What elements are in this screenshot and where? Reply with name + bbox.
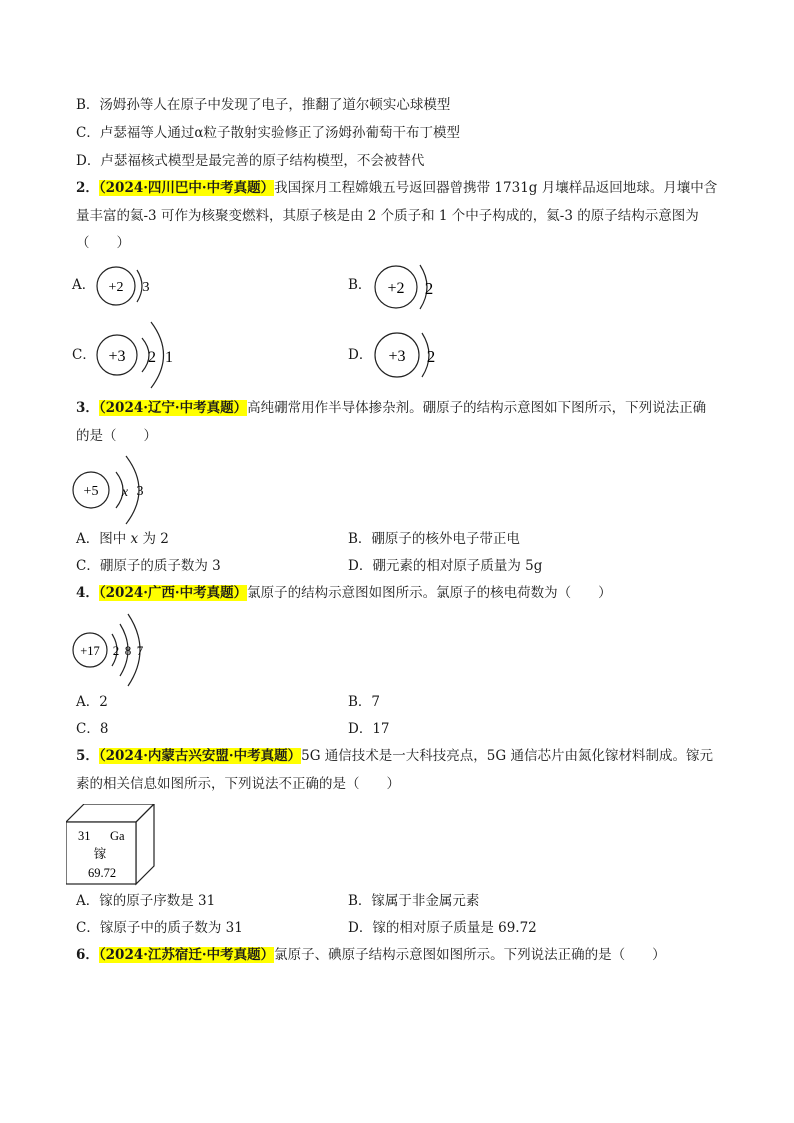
q5-option-d: D．镓的相对原子质量是 69.72 [348, 920, 537, 936]
q5-option-a: A．镓的原子序数是 31 [76, 893, 216, 909]
q2-option-c-diagram [96, 320, 196, 394]
q3-option-a-pre: A．图中 [76, 531, 131, 547]
q3-source: （2024·辽宁·中考真题） [98, 400, 248, 416]
q4-stem-line1 [76, 584, 612, 602]
q2-option-b-diagram [372, 263, 452, 315]
q5-text-1: 5G 通信技术是一大科技亮点，5G 通信芯片由氮化镓材料制成。镓元 [301, 748, 713, 764]
q2-option-b-label: B． [348, 277, 372, 293]
q3-diagram [72, 452, 162, 532]
q3-option-a-post: 为 2 [138, 531, 169, 547]
q3-option-d: D．硼元素的相对原子质量为 5g [348, 558, 543, 574]
q2-text-1: 我国探月工程嫦娥五号返回器曾携带 1731g 月壤样品返回地球。月壤中含 [274, 180, 718, 196]
q4-shell1: 2 [112, 643, 120, 658]
q5-source: （2024·内蒙古兴安盟·中考真题） [98, 748, 302, 764]
q5-stem-line1 [76, 747, 713, 765]
q4-diagram [72, 612, 172, 692]
q3-option-c: C．硼原子的质子数为 3 [76, 558, 221, 574]
q2-a-shell1: 3 [142, 280, 150, 295]
q2-c-shell2: 1 [165, 349, 173, 366]
q2-option-d-diagram [374, 330, 454, 384]
q3-option-b: B．硼原子的核外电子带正电 [348, 531, 520, 547]
q5-option-b: B．镓属于非金属元素 [348, 893, 480, 909]
q2-c-nucleus: +3 [108, 348, 126, 365]
q6-text-1: 氯原子、碘原子结构示意图如图所示。下列说法正确的是（ ） [274, 947, 666, 963]
q3-number: 3． [76, 400, 99, 416]
q2-stem-line1 [76, 179, 717, 197]
q2-source: （2024·四川巴中·中考真题） [98, 180, 275, 196]
q3-stem-line1 [76, 399, 706, 417]
q3-option-a-var: x [130, 531, 139, 547]
q2-a-nucleus: +2 [108, 280, 124, 295]
q4-number: 4． [76, 585, 99, 601]
q4-nucleus: +17 [80, 644, 100, 658]
q2-b-shell1: 2 [424, 279, 434, 298]
q6-source: （2024·江苏宿迁·中考真题） [98, 947, 275, 963]
card-name: 镓 [93, 847, 107, 861]
q5-stem-line2: 素的相关信息如图所示，下列说法不正确的是（ ） [76, 776, 400, 792]
q4-shell2: 8 [124, 643, 132, 658]
prev-option-d: D．卢瑟福核式模型是最完善的原子结构模型，不会被替代 [76, 153, 425, 169]
q3-nucleus: +5 [83, 484, 99, 499]
q4-text-1: 氯原子的结构示意图如图所示。氯原子的核电荷数为（ ） [247, 585, 612, 601]
q3-option-a [76, 530, 169, 548]
q5-number: 5． [76, 748, 99, 764]
q3-shell2: 3 [136, 484, 144, 499]
q5-option-c: C．镓原子中的质子数为 31 [76, 920, 243, 936]
card-atomic-mass: 69.72 [87, 866, 117, 880]
q3-shell1: x [121, 485, 129, 500]
q2-option-d-label: D． [348, 347, 373, 363]
q4-option-d: D．17 [348, 721, 390, 737]
q2-c-shell1: 2 [148, 349, 156, 366]
q2-number: 2． [76, 180, 99, 196]
q2-d-shell1: 2 [426, 347, 436, 366]
q2-stem-line2: 量丰富的氦-3 可作为核聚变燃料，其原子核是由 2 个质子和 1 个中子构成的，氦-3 的原子结构示意图为 [76, 208, 699, 224]
q3-stem-line2: 的是（ ） [76, 428, 157, 444]
q4-option-c: C．8 [76, 721, 109, 737]
q2-stem-line3: （ ） [76, 235, 130, 251]
q6-number: 6． [76, 947, 99, 963]
q4-option-a: A．2 [76, 694, 108, 710]
q2-d-nucleus: +3 [388, 348, 406, 365]
q4-source: （2024·广西·中考真题） [98, 585, 248, 601]
q2-option-a-diagram [96, 266, 166, 310]
prev-option-c: C．卢瑟福等人通过α粒子散射实验修正了汤姆孙葡萄干布丁模型 [76, 125, 460, 141]
q2-option-c-label: C． [72, 347, 96, 363]
card-symbol: Ga [110, 829, 125, 843]
q4-option-b: B．7 [348, 694, 381, 710]
card-atomic-number: 31 [78, 829, 91, 843]
q2-option-a-label: A． [72, 277, 96, 293]
q2-b-nucleus: +2 [387, 280, 405, 297]
q6-stem-line1 [76, 946, 666, 964]
prev-option-b: B．汤姆孙等人在原子中发现了电子，推翻了道尔顿实心球模型 [76, 97, 451, 113]
gallium-element-card [66, 804, 158, 890]
q3-text-1: 高纯硼常用作半导体掺杂剂。硼原子的结构示意图如下图所示，下列说法正确 [247, 400, 707, 416]
q4-shell3: 7 [136, 643, 144, 658]
